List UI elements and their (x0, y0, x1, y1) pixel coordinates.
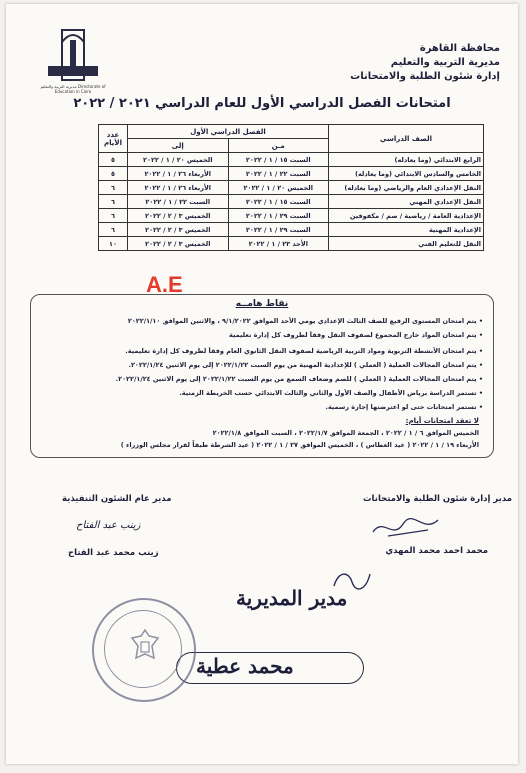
from-day: السبت (289, 197, 311, 206)
from-day: السبت (289, 211, 311, 220)
from-date: ٢٢ / ١ / ٢٠٢٢ (245, 169, 288, 178)
from-date: ٢٠ / ١ / ٢٠٢٢ (243, 183, 286, 192)
to-day: الخميس (184, 211, 211, 220)
eagle-emblem-icon (130, 628, 160, 666)
document-page (6, 4, 518, 764)
to-date: ٢٦ / ١ / ٢٠٢٢ (144, 169, 187, 178)
logo-caption: مديرية التربية والتعليم Directorate of Education in Cairo (40, 84, 106, 94)
from-day: الخميس (287, 183, 313, 192)
to-date: ٣ / ٢ / ٢٠٢٢ (145, 239, 183, 248)
to-day: الأربعاء (188, 169, 212, 178)
note-item: • يتم امتحان المجالات العملية ( العملي ) للصم وضعاف السمع من يوم السبت ٢٠٢٢/١/٢٢ إلى يوم الاثنين ٢٠٢٢/١/٢٤. (41, 375, 483, 383)
to-day: السبت (189, 197, 211, 206)
table-row (99, 195, 484, 209)
to-cell (128, 167, 229, 181)
to-date: ٢٦ / ١ / ٢٠٢٢ (144, 183, 187, 192)
handwritten-signature-right (368, 512, 448, 542)
table-row (99, 181, 484, 195)
stage-cell: الإعدادية العامة / رياضية / صم / مكفوفين (329, 209, 484, 223)
from-date: ٢٩ / ١ / ٢٠٢٢ (245, 211, 288, 220)
signer-name-left: زينب محمد عبد الفتاح (68, 548, 159, 558)
director-title: مدير المديرية (236, 586, 348, 610)
days-cell: ٦ (99, 209, 128, 223)
to-cell (128, 223, 229, 237)
cairo-logo (44, 26, 102, 84)
to-cell (128, 237, 229, 251)
from-cell (228, 209, 329, 223)
days-cell: ٦ (99, 181, 128, 195)
table-row (99, 153, 484, 167)
header-line-governorate: محافظة القاهرة (419, 43, 500, 54)
header-to: إلى (128, 139, 229, 153)
no-exam-line: الأربعاء ١٩ / ١ / ٢٠٢٢ ( عيد الغطاس ) ، الخميس الموافق ٢٧ / ١ / ٢٠٢٢ ( عيد الشرطة طبقاً لقرار مجلس الوزراء ) (120, 441, 479, 449)
to-cell (128, 153, 229, 167)
to-date: ٢٢ / ١ / ٢٠٢٢ (145, 197, 187, 206)
header-line-department: إدارة شئون الطلبة والامتحانات (350, 71, 500, 82)
stage-cell: النقل للتعليم الفني (329, 237, 484, 251)
table-row (99, 237, 484, 251)
from-day: السبت (289, 169, 311, 178)
header-stage: الصف الدراسي (329, 125, 484, 153)
stage-cell: الرابع الابتدائي (وما يعادله) (329, 153, 484, 167)
director-name: محمد عطية (196, 654, 294, 678)
signature-title-left: مدير عام الشئون التنفيذية (62, 494, 172, 504)
from-date: ٢٣ / ١ / ٢٠٢٢ (248, 239, 291, 248)
header-line-directorate: مديرية التربية والتعليم (390, 57, 500, 68)
from-cell (228, 223, 329, 237)
to-day: الخميس (184, 225, 211, 234)
stage-cell: النقل الإعدادي المهني (329, 195, 484, 209)
to-date: ٣ / ٢ / ٢٠٢٢ (145, 225, 183, 234)
signature-title-right: مدير إدارة شئون الطلبة والامتحانات (363, 494, 512, 504)
notes-box (30, 294, 494, 458)
note-item: • يتم امتحان الأنشطة التربوية ومواد التربية الرياضية لصفوف النقل الثانوي العام وفقاً لظروف كل إدارة تعليمية. (41, 347, 483, 355)
exam-schedule-table (98, 124, 484, 251)
days-cell: ١٠ (99, 237, 128, 251)
watermark-ae: A.E (146, 272, 183, 297)
stage-cell: الإعدادية المهنية (329, 223, 484, 237)
from-cell (228, 167, 329, 181)
handwritten-signature-left: زينب عبد الفتاح (76, 520, 141, 531)
days-cell: ٥ (99, 167, 128, 181)
note-item: • يتم امتحان المستوى الرفيع للصف الثالث الإعدادي يومي الأحد الموافق ٩/١/٢٠٢٢ ، والاثنين الموافق ٢٠٢٢/١/١٠ (41, 317, 483, 325)
to-cell (128, 209, 229, 223)
from-day: السبت (289, 155, 311, 164)
table-row (99, 167, 484, 181)
from-cell (228, 237, 329, 251)
from-date: ٢٩ / ١ / ٢٠٢٢ (245, 225, 288, 234)
header-days: عدد الأيام (99, 125, 128, 153)
from-day: السبت (289, 225, 311, 234)
header-from: مـن (228, 139, 329, 153)
header-term: الفصل الدراسي الأول (128, 125, 329, 139)
header-block (350, 42, 500, 84)
table-row (99, 209, 484, 223)
to-day: الخميس (186, 155, 213, 164)
stage-cell: النقل الإعدادي العام والرياضي (وما يعادله) (329, 181, 484, 195)
no-exam-title: لا تعقد امتحانات أيام: (405, 417, 479, 425)
days-cell: ٦ (99, 223, 128, 237)
official-stamp (92, 598, 196, 702)
from-cell (228, 181, 329, 195)
days-cell: ٥ (99, 153, 128, 167)
to-day: الخميس (184, 239, 211, 248)
from-cell (228, 195, 329, 209)
from-date: ١٥ / ١ / ٢٠٢٢ (245, 197, 288, 206)
signer-name-right: محمد احمد محمد المهدي (385, 546, 488, 556)
to-cell (128, 181, 229, 195)
no-exam-line: الخميس الموافق ٦ / ١ / ٢٠٢٢ ، الجمعة الموافق ٢٠٢٢/١/٧ ، السبت الموافق ٢٠٢٢/١/٨ (212, 429, 479, 437)
to-date: ٣ / ٢ / ٢٠٢٢ (145, 211, 183, 220)
days-cell: ٦ (99, 195, 128, 209)
stage-cell: الخامس والسادس الابتدائي (وما يعادله) (329, 167, 484, 181)
note-item: • يتم امتحان المواد خارج المجموع لصفوف النقل وفقاً لظروف كل إدارة تعليمية (41, 331, 483, 339)
to-cell (128, 195, 229, 209)
from-date: ١٥ / ١ / ٢٠٢٢ (245, 155, 288, 164)
director-initial-scribble (326, 564, 376, 594)
table-row (99, 223, 484, 237)
from-cell (228, 153, 329, 167)
page-title: امتحانات الفصل الدراسي الأول للعام الدراسي ٢٠٢١ / ٢٠٢٢ (73, 96, 451, 111)
to-date: ٢٠ / ١ / ٢٠٢٢ (143, 155, 185, 164)
note-item: • يتم امتحان المجالات العملية ( العملي ) للإعدادية المهنية من يوم السبت ٢٠٢٢/١/٢٢ إلى يوم الاثنين ٢٠٢٢/١/٢٤. (41, 361, 483, 369)
note-item: • تستمر امتحانات حتى لو اعترضتها إجازة رسمية. (41, 403, 483, 411)
from-day: الأحد (292, 239, 308, 248)
to-day: الأربعاء (188, 183, 212, 192)
note-item: • تستمر الدراسة برياض الأطفال والصف الأول والثاني والثالث الابتدائي حسب الخريطة الزمنية. (41, 389, 483, 397)
notes-title: نقاط هامــه (235, 299, 289, 309)
